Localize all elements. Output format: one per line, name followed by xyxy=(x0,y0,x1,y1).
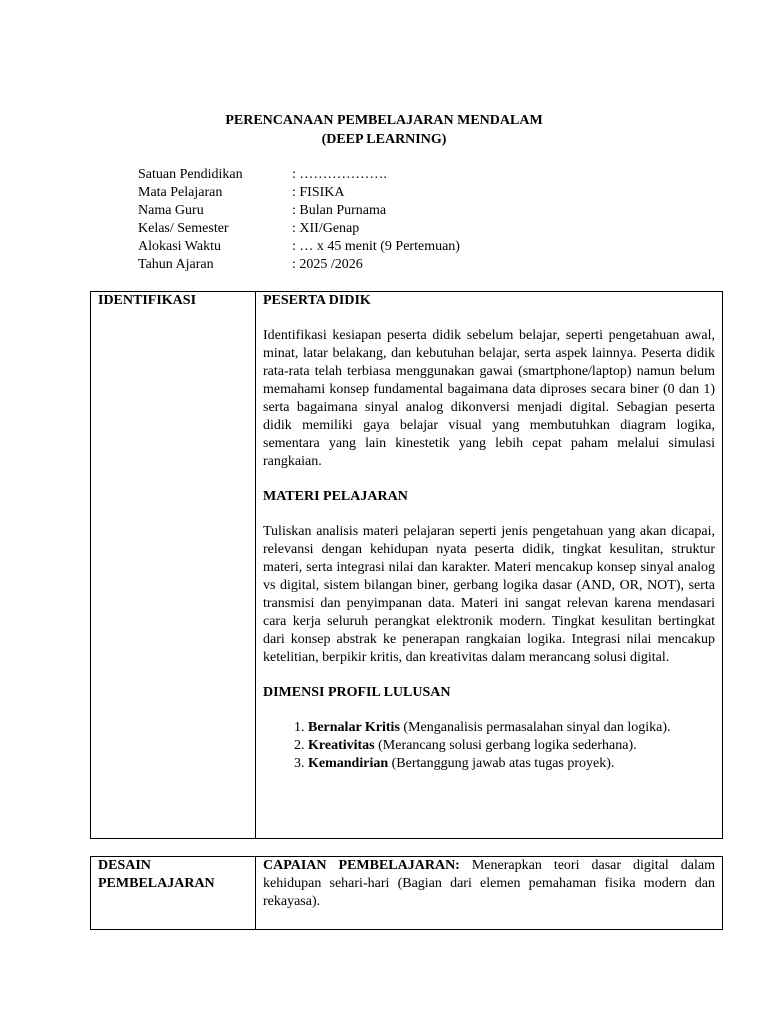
info-value: : Bulan Purnama xyxy=(292,203,387,218)
info-value: : … x 45 menit (9 Pertemuan) xyxy=(292,239,460,254)
desain-row xyxy=(91,857,723,930)
dimensi-name: Bernalar Kritis xyxy=(308,720,400,735)
dimensi-heading: DIMENSI PROFIL LULUSAN xyxy=(263,685,451,700)
info-value: : 2025 /2026 xyxy=(292,257,363,272)
dimensi-desc: (Merancang solusi gerbang logika sederhana). xyxy=(374,738,637,753)
info-row-guru xyxy=(138,202,460,220)
list-item xyxy=(308,737,715,755)
peserta-didik-text: Identifikasi kesiapan peserta didik sebelum belajar, seperti pengetahuan awal, minat, latar belakang, dan kebutuhan belajar, serta aspek lainnya. Peserta didik rata-rata telah terbiasa menggunakan gawai (smartphone/laptop) namun belum memahami konsep fundamental bagaimana data diproses secara biner (0 dan 1) serta bagaimana sinyal analog dikonversi menjadi digital. Sebagian peserta didik memiliki gaya belajar visual yang membutuhkan diagram logika, sementara yang lain kinestetik yang lebih cepat paham melalui simulasi rangkaian. xyxy=(263,328,715,469)
title-line-2: (DEEP LEARNING) xyxy=(321,132,447,147)
info-label: Alokasi Waktu xyxy=(138,239,221,254)
capaian-text: Menerapkan teori dasar digital dalam kehidupan sehari-hari (Bagian dari elemen pemahaman fisika modern dan rekayasa). xyxy=(263,858,716,909)
dimensi-desc: (Bertanggung jawab atas tugas proyek). xyxy=(388,756,615,771)
info-block xyxy=(138,166,460,274)
identifikasi-label: IDENTIFIKASI xyxy=(98,293,197,308)
info-value: : XII/Genap xyxy=(292,221,360,236)
info-row-alokasi xyxy=(138,238,460,256)
info-label: Satuan Pendidikan xyxy=(138,167,243,182)
identifikasi-row xyxy=(91,292,723,839)
dimensi-name: Kreativitas xyxy=(308,738,375,753)
info-value: : ………………. xyxy=(292,167,387,182)
capaian-paragraph xyxy=(263,857,715,911)
desain-label-cell xyxy=(91,857,256,930)
desain-content-cell xyxy=(256,857,723,930)
materi-text: Tuliskan analisis materi pelajaran seperti jenis pengetahuan yang akan dicapai, relevansi dengan kehidupan nyata peserta didik, tingkat kesulitan, struktur materi, serta integrasi nilai dan karakter. Materi mencakup konsep sinyal analog vs digital, sistem bilangan biner, gerbang logika dasar (AND, OR, NOT), serta transmisi dan penyimpanan data. Materi ini sangat relevan karena mendasari cara kerja seluruh perangkat elektronik modern. Tingkat kesulitan bertingkat dari konsep abstrak ke penerapan rangkaian logika. Integrasi nilai mencakup ketelitian, berpikir kritis, dan kreativitas dalam merancang solusi digital. xyxy=(263,524,715,665)
materi-heading: MATERI PELAJARAN xyxy=(263,489,408,504)
identifikasi-table xyxy=(90,291,723,839)
info-label: Tahun Ajaran xyxy=(138,257,214,272)
list-item xyxy=(308,755,715,773)
info-label: Nama Guru xyxy=(138,203,204,218)
info-row-satuan xyxy=(138,166,460,184)
dimensi-desc: (Menganalisis permasalahan sinyal dan logika). xyxy=(399,720,671,735)
info-row-mapel xyxy=(138,184,460,202)
desain-label-line-2: PEMBELAJARAN xyxy=(98,876,215,891)
info-label: Kelas/ Semester xyxy=(138,221,229,236)
info-row-tahun xyxy=(138,256,460,274)
identifikasi-label-cell xyxy=(91,292,256,839)
dimensi-name: Kemandirian xyxy=(308,756,389,771)
info-label: Mata Pelajaran xyxy=(138,185,223,200)
identifikasi-content-cell xyxy=(256,292,723,839)
desain-label-line-1: DESAIN xyxy=(98,858,151,873)
document-title xyxy=(0,111,768,149)
desain-table xyxy=(90,856,723,930)
peserta-didik-heading: PESERTA DIDIK xyxy=(263,293,371,308)
title-line-1: PERENCANAAN PEMBELAJARAN MENDALAM xyxy=(225,113,543,128)
info-value: : FISIKA xyxy=(292,185,345,200)
capaian-heading: CAPAIAN PEMBELAJARAN: xyxy=(263,858,460,873)
dimensi-list xyxy=(263,719,715,773)
list-item xyxy=(308,719,715,737)
info-row-kelas xyxy=(138,220,460,238)
